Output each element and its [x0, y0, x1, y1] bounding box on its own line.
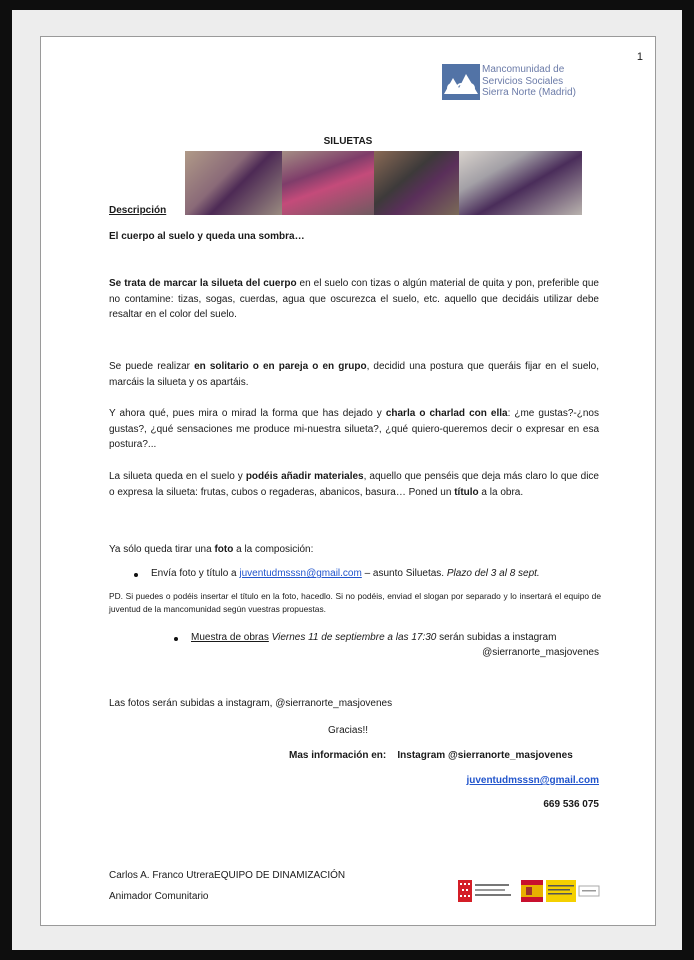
- footer-name: Carlos A. Franco UtreraEQUIPO DE DINAMIZACIÓN: [109, 870, 346, 881]
- bullet-dot-2: [174, 637, 178, 641]
- paragraph-2-text-a: Se puede realizar: [109, 361, 195, 372]
- paragraph-4-text-c: a la obra.: [478, 486, 524, 498]
- email-link-2[interactable]: juventudmsssn@gmail.com: [466, 775, 599, 786]
- paragraph-4-bold-title: título: [454, 486, 479, 498]
- paragraph-5-text-b: a la composición:: [233, 544, 314, 555]
- bullet-2-handle: @sierranorte_masjovenes: [482, 647, 599, 658]
- more-info-label: Mas información en:: [289, 750, 387, 761]
- mancomunidad-logo: [442, 64, 592, 104]
- footer-role: Animador Comunitario: [109, 891, 209, 902]
- paragraph-4-text-a: La silueta queda en el suelo y: [109, 471, 246, 482]
- paragraph-3-text-a: Y ahora qué, pues mira o mirad la forma que has dejado y: [109, 408, 386, 419]
- bullet-dot-1: [134, 573, 138, 577]
- bullet-1-subject: – asunto Siluetas.: [361, 568, 447, 579]
- logo-line-3: Sierra Norte (Madrid): [482, 87, 576, 98]
- phone-number: 669 536 075: [543, 799, 599, 810]
- paragraph-4: [109, 469, 599, 500]
- bullet-2-date: Viernes 11 de septiembre a las 17:30: [268, 632, 437, 643]
- screenshot-background: [12, 10, 682, 950]
- logo-line-2: Servicios Sociales: [482, 75, 564, 87]
- paragraph-2-bold: en solitario o en pareja o en grupo: [194, 361, 367, 372]
- paragraph-2: [109, 359, 599, 390]
- bullet-2-text: serán subidas a instagram: [436, 632, 557, 643]
- document-title: SILUETAS: [323, 136, 373, 147]
- more-info-instagram: Instagram @sierranorte_masjovenes: [397, 750, 573, 761]
- paragraph-3-text-b: : ¿me gustas?-¿nos gustas?, ¿qué sensaciones me produce mi-nuestra silueta?, ¿qué quiero-queremos decir o expresar en esa postura?...: [109, 408, 599, 450]
- bullet-2-label: Muestra de obras: [191, 632, 269, 643]
- paragraph-5: [109, 542, 599, 558]
- instagram-note: Las fotos serán subidas a instagram, @sierranorte_masjovenes: [109, 698, 393, 709]
- paragraph-2-text-b: , decidid una postura que queráis fijar en el suelo, marcáis la silueta y os apartáis.: [109, 361, 599, 388]
- page-number: 1: [636, 51, 643, 63]
- paragraph-1-bold: Se trata de marcar la silueta del cuerpo: [109, 278, 297, 289]
- spanish-government-logo-icon: [521, 880, 601, 902]
- logo-line-1: Mancomunidad de: [482, 64, 565, 75]
- paragraph-4-text-b: , aquello que penséis que deja más claro lo que dice o expresa la silueta: frutas, cubos o regaderas, abanicos, basura… Poned un: [109, 471, 599, 498]
- paragraph-5-bold: foto: [214, 544, 234, 555]
- document-page: [40, 36, 656, 926]
- paragraph-3: [109, 406, 599, 453]
- paragraph-5-text-a: Ya sólo queda tirar una: [109, 544, 215, 555]
- subtitle: El cuerpo al suelo y queda una sombra…: [109, 231, 305, 242]
- comunidad-madrid-logo-icon: [458, 880, 516, 902]
- thanks-text: Gracias!!: [327, 725, 368, 736]
- bullet-1-deadline: Plazo del 3 al 8 sept.: [446, 568, 540, 579]
- paragraph-4-bold: podéis añadir materiales: [245, 471, 364, 482]
- paragraph-3-bold: charla o charlad con ella: [385, 408, 508, 419]
- paragraph-1: [109, 276, 599, 323]
- pd-note: PD. Si puedes o podéis insertar el título en la foto, hacedlo. Si no podéis, enviad el slogan por separado y lo insertará el equipo de juventud de la mancomunidad según vuestras propuestas.: [109, 591, 601, 614]
- bullet-1-text: Envía foto y título a: [151, 568, 240, 579]
- paragraph-1-text: en el suelo con tizas o algún material de quita y pon, preferible que no contamine: tizas, sogas, cuerdas, agua que oscurezca el suelo, etc. aquello que decidáis utilizar debe resaltar en el color del suelo.: [109, 278, 599, 320]
- more-info-line: [289, 748, 599, 764]
- mountain-logo-icon: [442, 64, 480, 100]
- bullet-item-1: [151, 566, 540, 581]
- bullet-item-2: [191, 630, 599, 660]
- logo-text: [482, 64, 594, 99]
- email-link-1[interactable]: juventudmsssn@gmail.com: [239, 568, 362, 579]
- description-heading: Descripción: [109, 205, 167, 216]
